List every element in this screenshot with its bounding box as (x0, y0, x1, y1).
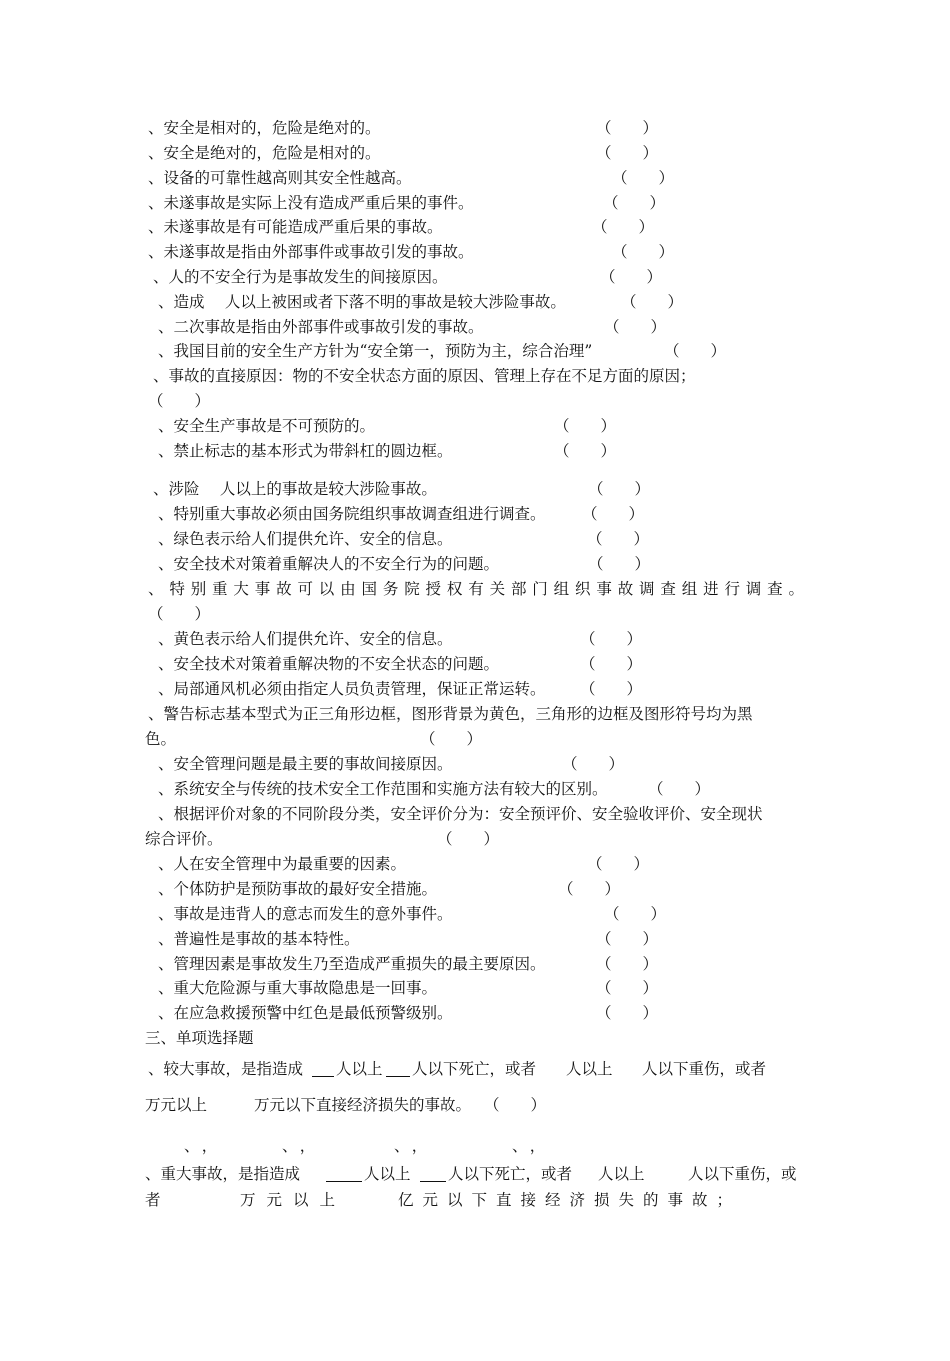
question-item (0, 753, 950, 775)
question-item (0, 728, 950, 750)
question-item (0, 316, 950, 338)
question-item (0, 340, 950, 362)
answer-parentheses: （ ） (420, 730, 483, 748)
choice-question-line (0, 1189, 950, 1211)
answer-parentheses: （ ） (603, 194, 666, 212)
question-item (0, 653, 950, 675)
question-item (0, 953, 950, 975)
question-item (0, 117, 950, 139)
question-text: 者 (145, 1191, 161, 1209)
question-item (0, 778, 950, 800)
answer-parentheses: （ ） (648, 780, 711, 798)
fill-blank (326, 1165, 362, 1182)
fill-blank (386, 1060, 410, 1077)
question-item (0, 291, 950, 313)
question-text: 人以上 (598, 1165, 645, 1183)
question-text: 、未遂事故是实际上没有造成严重后果的事件。 (148, 194, 474, 212)
question-text: 、较大事故，是指造成 (148, 1060, 304, 1078)
question-text: 万元以上 (240, 1191, 347, 1209)
answer-parentheses: （ ） (558, 880, 621, 898)
answer-parentheses: （ ） (580, 630, 643, 648)
question-text: 、安全是绝对的，危险是相对的。 (148, 144, 381, 162)
question-text: 、管理因素是事故发生乃至造成严重损失的最主要原因。 (158, 955, 546, 973)
question-item (0, 167, 950, 189)
question-text: 、局部通风机必须由指定人员负责管理，保证正常运转。 (158, 680, 546, 698)
answer-parentheses: （ ） (437, 830, 500, 848)
answer-parentheses: （ ） (596, 979, 659, 997)
question-text: 色。 (145, 730, 177, 748)
question-text: 、安全管理问题是最主要的事故间接原因。 (158, 755, 453, 773)
question-text: 、人的不安全行为是事故发生的间接原因。 (153, 268, 448, 286)
question-item (0, 903, 950, 925)
question-text: 亿元以下直接经济损失的事故； (398, 1191, 742, 1209)
question-text: 人以上 (364, 1165, 411, 1183)
question-item (0, 266, 950, 288)
answer-parentheses: （ ） (604, 905, 667, 923)
answer-parentheses: （ ） (596, 930, 659, 948)
question-item (0, 241, 950, 263)
answer-parentheses: （ ） (612, 243, 675, 261)
question-item (0, 142, 950, 164)
answer-parentheses: （ ） (587, 530, 650, 548)
answer-parentheses: （ ） (596, 955, 659, 973)
answer-parentheses: （ ） (580, 680, 643, 698)
question-text: 综合评价。 (145, 830, 223, 848)
choice-question (0, 1058, 950, 1080)
question-text: 、事故的直接原因：物的不安全状态方面的原因、管理上存在不足方面的原因； (153, 367, 696, 385)
answer-parentheses: （ ） (580, 655, 643, 673)
answer-parentheses: （ ） (588, 555, 651, 573)
question-item (0, 977, 950, 999)
question-item (0, 703, 950, 725)
question-text: 、禁止标志的基本形式为带斜杠的圆边框。 (158, 442, 453, 460)
answer-parentheses: （ ） (596, 119, 659, 137)
question-text: 、系统安全与传统的技术安全工作范围和实施方法有较大的区别。 (158, 780, 608, 798)
answer-parentheses: （ ） (592, 218, 655, 236)
question-text: 、人在安全管理中为最重要的因素。 (158, 855, 407, 873)
option-a: 、， (184, 1137, 228, 1155)
question-text: 、黄色表示给人们提供允许、安全的信息。 (158, 630, 453, 648)
question-item (0, 678, 950, 700)
answer-parentheses: （ ） (588, 480, 651, 498)
answer-parentheses: （ ） (596, 144, 659, 162)
question-text: 、二次事故是指由外部事件或事故引发的事故。 (158, 318, 484, 336)
answer-parentheses: （ ） (596, 1004, 659, 1022)
fill-blank (312, 1060, 334, 1077)
answer-parentheses: （ ） (554, 417, 617, 435)
question-item (0, 478, 950, 500)
section-heading (0, 1027, 950, 1049)
answer-parentheses: （ ） (604, 318, 667, 336)
question-item (0, 192, 950, 214)
question-text: 、绿色表示给人们提供允许、安全的信息。 (158, 530, 453, 548)
answer-parentheses: （ ） (148, 392, 211, 410)
question-text: 、个体防护是预防事故的最好安全措施。 (158, 880, 438, 898)
answer-parentheses: （ ） (582, 505, 645, 523)
question-text: 、事故是违背人的意志而发生的意外事件。 (158, 905, 453, 923)
answer-parentheses: （ ） (621, 293, 684, 311)
question-text: 、普遍性是事故的基本特性。 (158, 930, 360, 948)
question-item (0, 390, 950, 412)
question-item (0, 216, 950, 238)
question-text: 、安全技术对策着重解决物的不安全状态的问题。 (158, 655, 500, 673)
answer-parentheses: （ ） (554, 442, 617, 460)
answer-parentheses: （ ） (600, 268, 663, 286)
question-text: 万元以上 (145, 1096, 208, 1114)
answer-parentheses: （ ） (612, 169, 675, 187)
option-d: 、， (512, 1137, 556, 1155)
question-item (0, 803, 950, 825)
answer-parentheses: （ ） (484, 1096, 547, 1114)
section-heading-text: 三、单项选择题 (145, 1029, 254, 1047)
question-text: 人以下死亡，或者 (448, 1165, 573, 1183)
option-b: 、， (282, 1137, 326, 1155)
question-item (0, 878, 950, 900)
question-text: 、安全生产事故是不可预防的。 (158, 417, 376, 435)
question-text: 、我国目前的安全生产方针为“安全第一，预防为主，综合治理” (158, 342, 593, 360)
question-text: 人以下重伤，或 (688, 1165, 797, 1183)
question-item (0, 440, 950, 462)
question-item (0, 528, 950, 550)
question-text: 、未遂事故是有可能造成严重后果的事故。 (148, 218, 443, 236)
question-text: 、安全技术对策着重解决人的不安全行为的问题。 (158, 555, 500, 573)
choice-question (0, 1163, 950, 1185)
question-item (0, 853, 950, 875)
question-text: 、未遂事故是指由外部事件或事故引发的事故。 (148, 243, 474, 261)
question-item (0, 415, 950, 437)
option-c: 、， (394, 1137, 438, 1155)
question-text: 、在应急救援预警中红色是最低预警级别。 (158, 1004, 453, 1022)
question-text: 、涉险 人以上的事故是较大涉险事故。 (153, 480, 437, 498)
question-text: 、安全是相对的，危险是绝对的。 (148, 119, 381, 137)
question-item (0, 628, 950, 650)
question-text: 、根据评价对象的不同阶段分类，安全评价分为：安全预评价、安全验收评价、安全现状 (158, 805, 763, 823)
question-text: 、重大危险源与重大事故隐患是一回事。 (158, 979, 438, 997)
question-item (0, 1002, 950, 1024)
choice-question-line (0, 1094, 950, 1116)
question-item (0, 578, 950, 600)
question-text: 、造成 人以上被困或者下落不明的事故是较大涉险事故。 (158, 293, 566, 311)
question-text: 人以上 (566, 1060, 613, 1078)
question-text: 人以下重伤，或者 (642, 1060, 767, 1078)
question-item (0, 365, 950, 387)
question-item (0, 553, 950, 575)
question-item (0, 603, 950, 625)
question-text: 、特别重大事故可以由国务院授权有关部门组织事故调查组进行调查。 (148, 580, 804, 598)
question-item (0, 928, 950, 950)
question-text: 、设备的可靠性越高则其安全性越高。 (148, 169, 412, 187)
question-item (0, 828, 950, 850)
answer-parentheses: （ ） (664, 342, 727, 360)
fill-blank (420, 1165, 446, 1182)
question-item (0, 503, 950, 525)
question-text: 人以上 (336, 1060, 383, 1078)
question-text: 、警告标志基本型式为正三角形边框，图形背景为黄色，三角形的边框及图形符号均为黑 (148, 705, 753, 723)
choice-options (0, 1135, 950, 1157)
question-text: 人以下死亡，或者 (412, 1060, 537, 1078)
answer-parentheses: （ ） (562, 755, 625, 773)
question-text: 、特别重大事故必须由国务院组织事故调查组进行调查。 (158, 505, 546, 523)
question-text: 万元以下直接经济损失的事故。 (254, 1096, 472, 1114)
answer-parentheses: （ ） (587, 855, 650, 873)
answer-parentheses: （ ） (148, 605, 211, 623)
question-text: 、重大事故，是指造成 (145, 1165, 301, 1183)
